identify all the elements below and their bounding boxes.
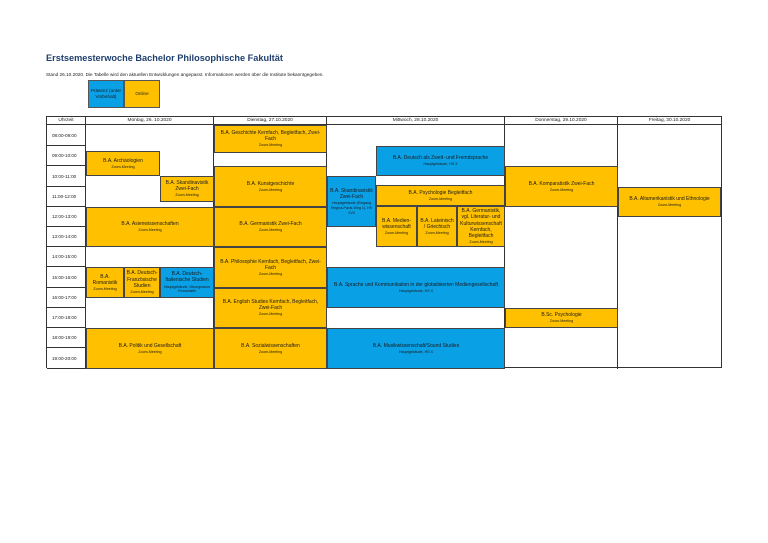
- schedule-table: [46, 116, 722, 368]
- event-title: B.A. Altamerikanistik und Ethnologie: [629, 196, 710, 203]
- event-title: B.A. Lateinisch / Griechisch: [420, 217, 454, 230]
- time-slot: 14:00-15:00: [47, 247, 86, 267]
- event-block: [86, 328, 214, 369]
- event-note: Zoom-Meeting: [425, 230, 449, 235]
- event-block: [214, 125, 327, 153]
- event-block: [124, 267, 160, 298]
- event-note: Zoom-Meeting: [258, 187, 283, 192]
- event-note: Zoom-Meeting: [657, 203, 682, 208]
- legend-presence-label: Präsenz (unter Vorbehalt): [90, 88, 122, 99]
- event-title: B.A. Germanistik Zwei-Fach: [239, 221, 302, 228]
- event-note: Hauptgebäude, Übungsraum Romanistik: [163, 284, 211, 294]
- event-title: B.Sc. Psychologie: [541, 312, 582, 319]
- page-title: Erstsemesterwoche Bachelor Philosophische Fakultät: [46, 53, 283, 63]
- event-block: [327, 267, 505, 308]
- time-slot: 11:00-12:00: [47, 187, 86, 207]
- event-note: Zoom-Meeting: [138, 228, 162, 233]
- event-title: B.A. Deutsch als Zweit- und Fremdsprache: [392, 155, 489, 162]
- event-note: Zoom-Meeting: [130, 290, 154, 294]
- time-slot: 15:00-16:00: [47, 267, 86, 288]
- event-block: [214, 288, 327, 328]
- event-block: [327, 328, 505, 369]
- event-note: Zoom-Meeting: [384, 230, 409, 235]
- header-day-monday: Montag, 26. 10.2020: [86, 117, 214, 125]
- event-block: [505, 308, 618, 328]
- time-slot: 12:00-13:00: [47, 207, 86, 227]
- event-title: B.A. Philosophie Kernfach, Begleitfach, Zwei-Fach: [220, 258, 321, 271]
- event-note: Zoom-Meeting: [175, 193, 199, 198]
- event-note: Zoom-Meeting: [93, 286, 117, 291]
- event-title: B.A. English Studies Kernfach, Begleitfach, Zwei-Fach: [222, 299, 319, 312]
- event-note: Zoom-Meeting: [469, 240, 493, 245]
- event-block: [376, 146, 505, 176]
- event-block: [376, 206, 417, 247]
- event-block: [86, 207, 214, 247]
- legend-presence: [88, 80, 124, 108]
- event-title: B.A. Komparatistik Zwei-Fach: [528, 180, 595, 187]
- header-time: Uhrzeit: [47, 117, 86, 125]
- time-slot: 19:00-20:00: [47, 348, 86, 369]
- legend-online: [124, 80, 160, 108]
- event-block: [618, 187, 721, 217]
- header-day-tuesday: Dienstag, 27.10.2020: [214, 117, 327, 125]
- event-title: B.A. Deutsch-Italienische Studien: [165, 271, 209, 284]
- event-title: B.A. Musikwissenschaft/Sound Studies: [372, 342, 460, 349]
- header-day-wednesday: Mittwoch, 28.10.2020: [327, 117, 505, 125]
- time-slot: 09:00-10:00: [47, 146, 86, 166]
- time-slot: 13:00-14:00: [47, 227, 86, 247]
- event-block: [214, 328, 327, 369]
- event-block: [214, 247, 327, 288]
- time-slot: 17:00-18:00: [47, 308, 86, 328]
- event-title: B.A. Geschichte Kernfach, Begleitfach, Zwei-Fach: [220, 130, 321, 143]
- event-note: Hauptgebäude (Eingang Regina-Pacis-Weg 1), HS XVII: [330, 201, 373, 215]
- event-note: Zoom-Meeting: [258, 312, 283, 317]
- event-title: B.A. Sprache und Kommunikation in der globalisierten Mediengesellschaft: [334, 281, 498, 288]
- legend-online-label: Online: [135, 91, 149, 96]
- event-title: B.A. Romanistik: [92, 273, 118, 286]
- column-divider: [617, 125, 618, 369]
- event-block: [505, 166, 618, 207]
- event-note: Zoom-Meeting: [258, 349, 283, 354]
- event-title: B.A. Psychologie Begleitfach: [408, 189, 473, 196]
- event-block: [457, 206, 505, 247]
- event-block: [327, 176, 376, 227]
- event-block: [376, 185, 505, 206]
- time-slot: 18:00-19:00: [47, 328, 86, 348]
- event-note: Zoom-Meeting: [258, 143, 283, 148]
- event-title: B.A. Sozialwissenschaften: [241, 342, 300, 349]
- header-day-friday: Freitag, 30.10.2020: [618, 117, 721, 125]
- event-title: B.A. Politik und Gesellschaft: [118, 342, 182, 349]
- event-block: [160, 267, 214, 298]
- event-block: [86, 267, 124, 298]
- page-subtitle: Stand 26.10.2020. Die Tabelle wird den aktuellen Entwicklungen angepasst. Informationen werden über die Institute bekanntgegeben.: [46, 72, 324, 77]
- time-slot: 08:00-09:00: [47, 125, 86, 146]
- event-note: Zoom-Meeting: [138, 349, 162, 354]
- event-note: Hauptgebäude, HS X: [423, 162, 458, 167]
- event-title: B.A. Kunstgeschichte: [246, 180, 295, 187]
- event-note: Zoom-Meeting: [549, 187, 574, 192]
- event-title: B.A. Archäologien: [103, 157, 143, 164]
- event-title: B.A. Skandinavistik Zwei-Fach: [330, 187, 373, 201]
- event-title: B.A. Germanistik, vgl. Literatur- und Kulturwissenschaft Kernfach, Begleitfach: [460, 208, 502, 239]
- event-note: Hauptgebäude, HS X: [399, 349, 433, 354]
- event-note: Zoom-Meeting: [428, 196, 453, 201]
- event-note: Hauptgebäude, HS X: [399, 288, 433, 293]
- event-title: B.A. Medien-wissenschaft: [382, 217, 411, 230]
- event-note: Zoom-Meeting: [258, 228, 283, 233]
- event-title: B.A. Deutsch-Französische Studien: [126, 270, 158, 289]
- event-block: [417, 206, 457, 247]
- event-block: [214, 207, 327, 247]
- event-note: Zoom-Meeting: [549, 319, 574, 324]
- event-block: [160, 176, 214, 202]
- event-block: [86, 151, 160, 176]
- event-note: Zoom-Meeting: [258, 271, 283, 276]
- event-note: Zoom-Meeting: [111, 164, 135, 169]
- event-title: B.A. Asienwissenschaften: [121, 221, 179, 228]
- event-block: [214, 166, 327, 207]
- time-slot: 10:00-11:00: [47, 166, 86, 187]
- header-day-thursday: Donnerstag, 29.10.2020: [505, 117, 618, 125]
- time-slot: 16:00-17:00: [47, 288, 86, 308]
- event-title: B.A. Skandinavistik Zwei-Fach: [165, 180, 209, 193]
